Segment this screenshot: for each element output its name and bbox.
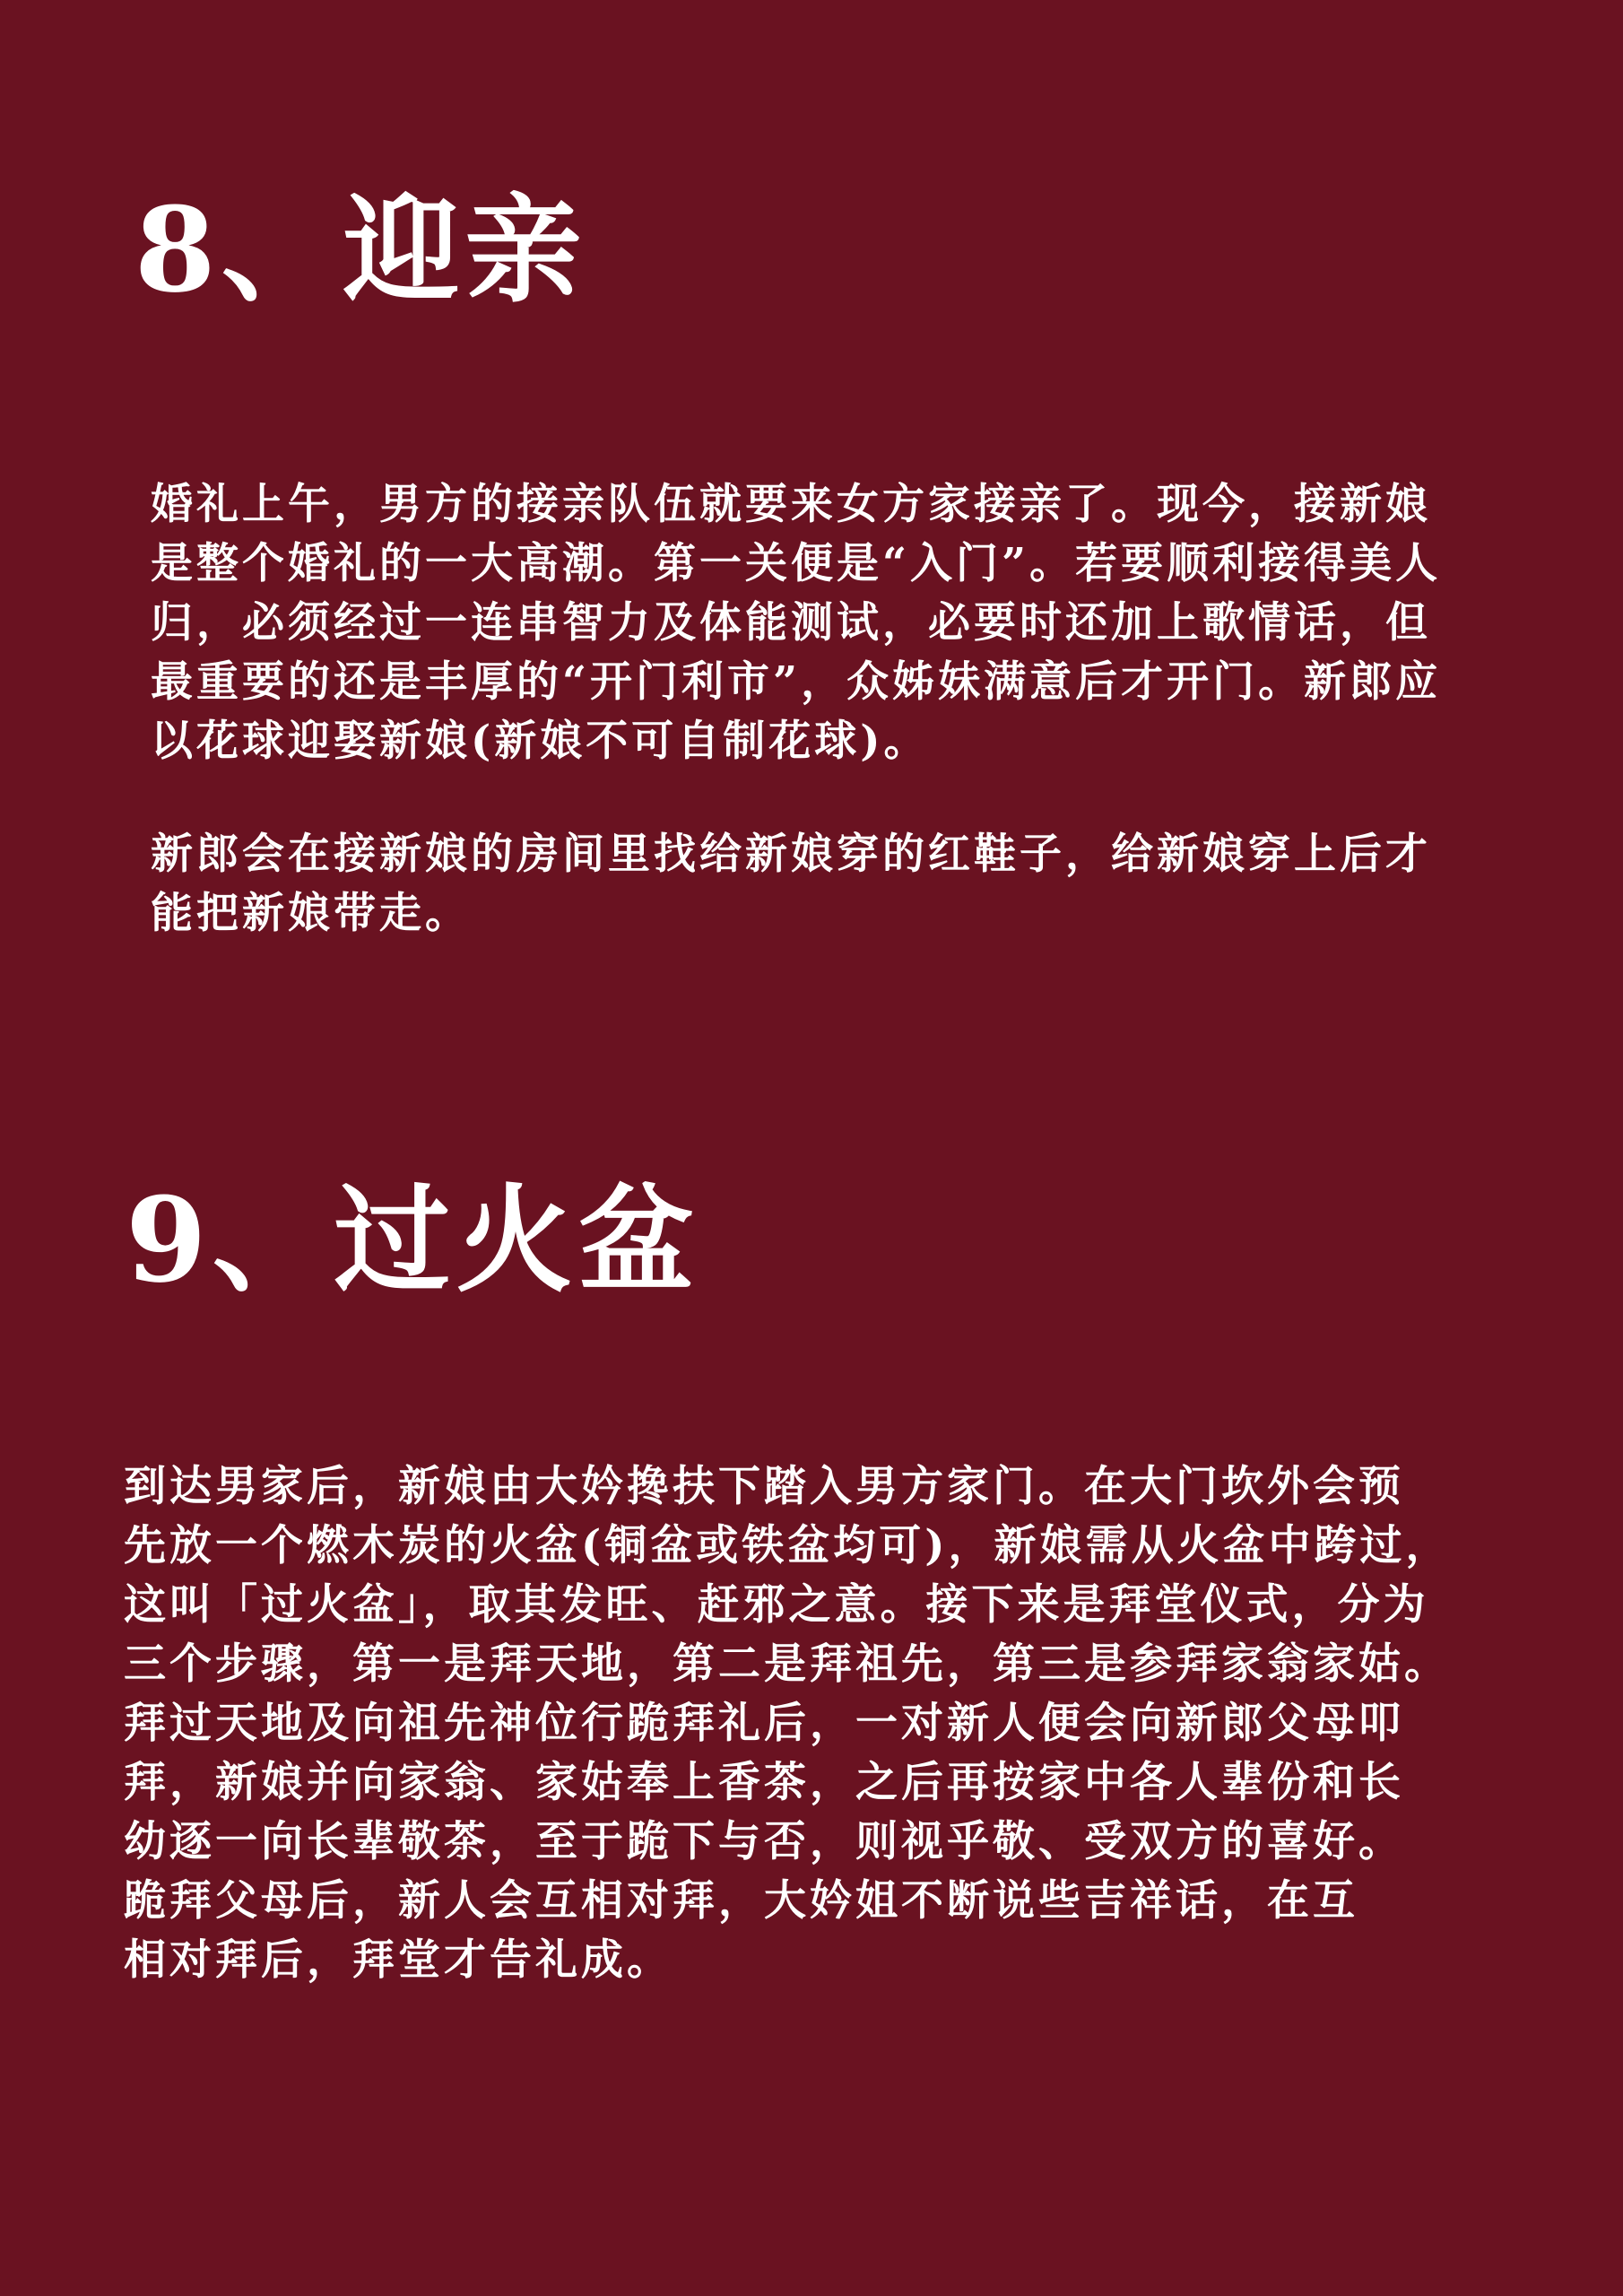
paragraph-line: 拜过天地及向祖先神位行跪拜礼后，一对新人便会向新郎父母叩	[124, 1699, 1404, 1748]
paragraph-line: 归，必须经过一连串智力及体能测试，必要时还加上歌情话，但	[151, 598, 1431, 648]
paragraph-line: 到达男家后，新娘由大妗搀扶下踏入男方家门。在大门坎外会预	[124, 1462, 1404, 1511]
paragraph-line: 是整个婚礼的一大高潮。第一关便是“入门”。若要顺利接得美人	[151, 539, 1442, 588]
paragraph-line: 能把新娘带走。	[151, 889, 471, 938]
paragraph-line: 婚礼上午，男方的接亲队伍就要来女方家接亲了。现今，接新娘	[151, 480, 1431, 529]
paragraph-line: 跪拜父母后，新人会互相对拜，大妗姐不断说些吉祥话，在互	[124, 1876, 1358, 1926]
paragraph-line: 拜，新娘并向家翁、家姑奉上香茶，之后再按家中各人辈份和长	[124, 1758, 1404, 1807]
paragraph-line: 幼逐一向长辈敬茶，至于跪下与否，则视乎敬、受双方的喜好。	[124, 1817, 1404, 1866]
paragraph-line: 相对拜后，拜堂才告礼成。	[124, 1935, 673, 1985]
paragraph-line: 新郎会在接新娘的房间里找给新娘穿的红鞋子，给新娘穿上后才	[151, 830, 1431, 879]
section-8-paragraph-1	[151, 475, 1441, 771]
section-8-heading: 8、迎亲	[135, 181, 587, 318]
section-9-paragraph-1	[124, 1457, 1451, 1990]
section-8-paragraph-2	[151, 825, 1431, 944]
paragraph-line: 这叫「过火盆」，取其发旺、赶邪之意。接下来是拜堂仪式，分为	[124, 1580, 1429, 1630]
section-9-heading: 9、过火盆	[126, 1171, 700, 1309]
paragraph-line: 以花球迎娶新娘(新娘不可自制花球)。	[151, 717, 930, 766]
paragraph-line: 三个步骤，第一是拜天地，第二是拜祖先，第三是参拜家翁家姑。	[124, 1639, 1450, 1689]
paragraph-line: 最重要的还是丰厚的“开门利市”，众姊妹满意后才开门。新郎应	[151, 657, 1442, 707]
paragraph-line: 先放一个燃木炭的火盆(铜盆或铁盆均可)，新娘需从火盆中跨过，	[124, 1521, 1452, 1570]
